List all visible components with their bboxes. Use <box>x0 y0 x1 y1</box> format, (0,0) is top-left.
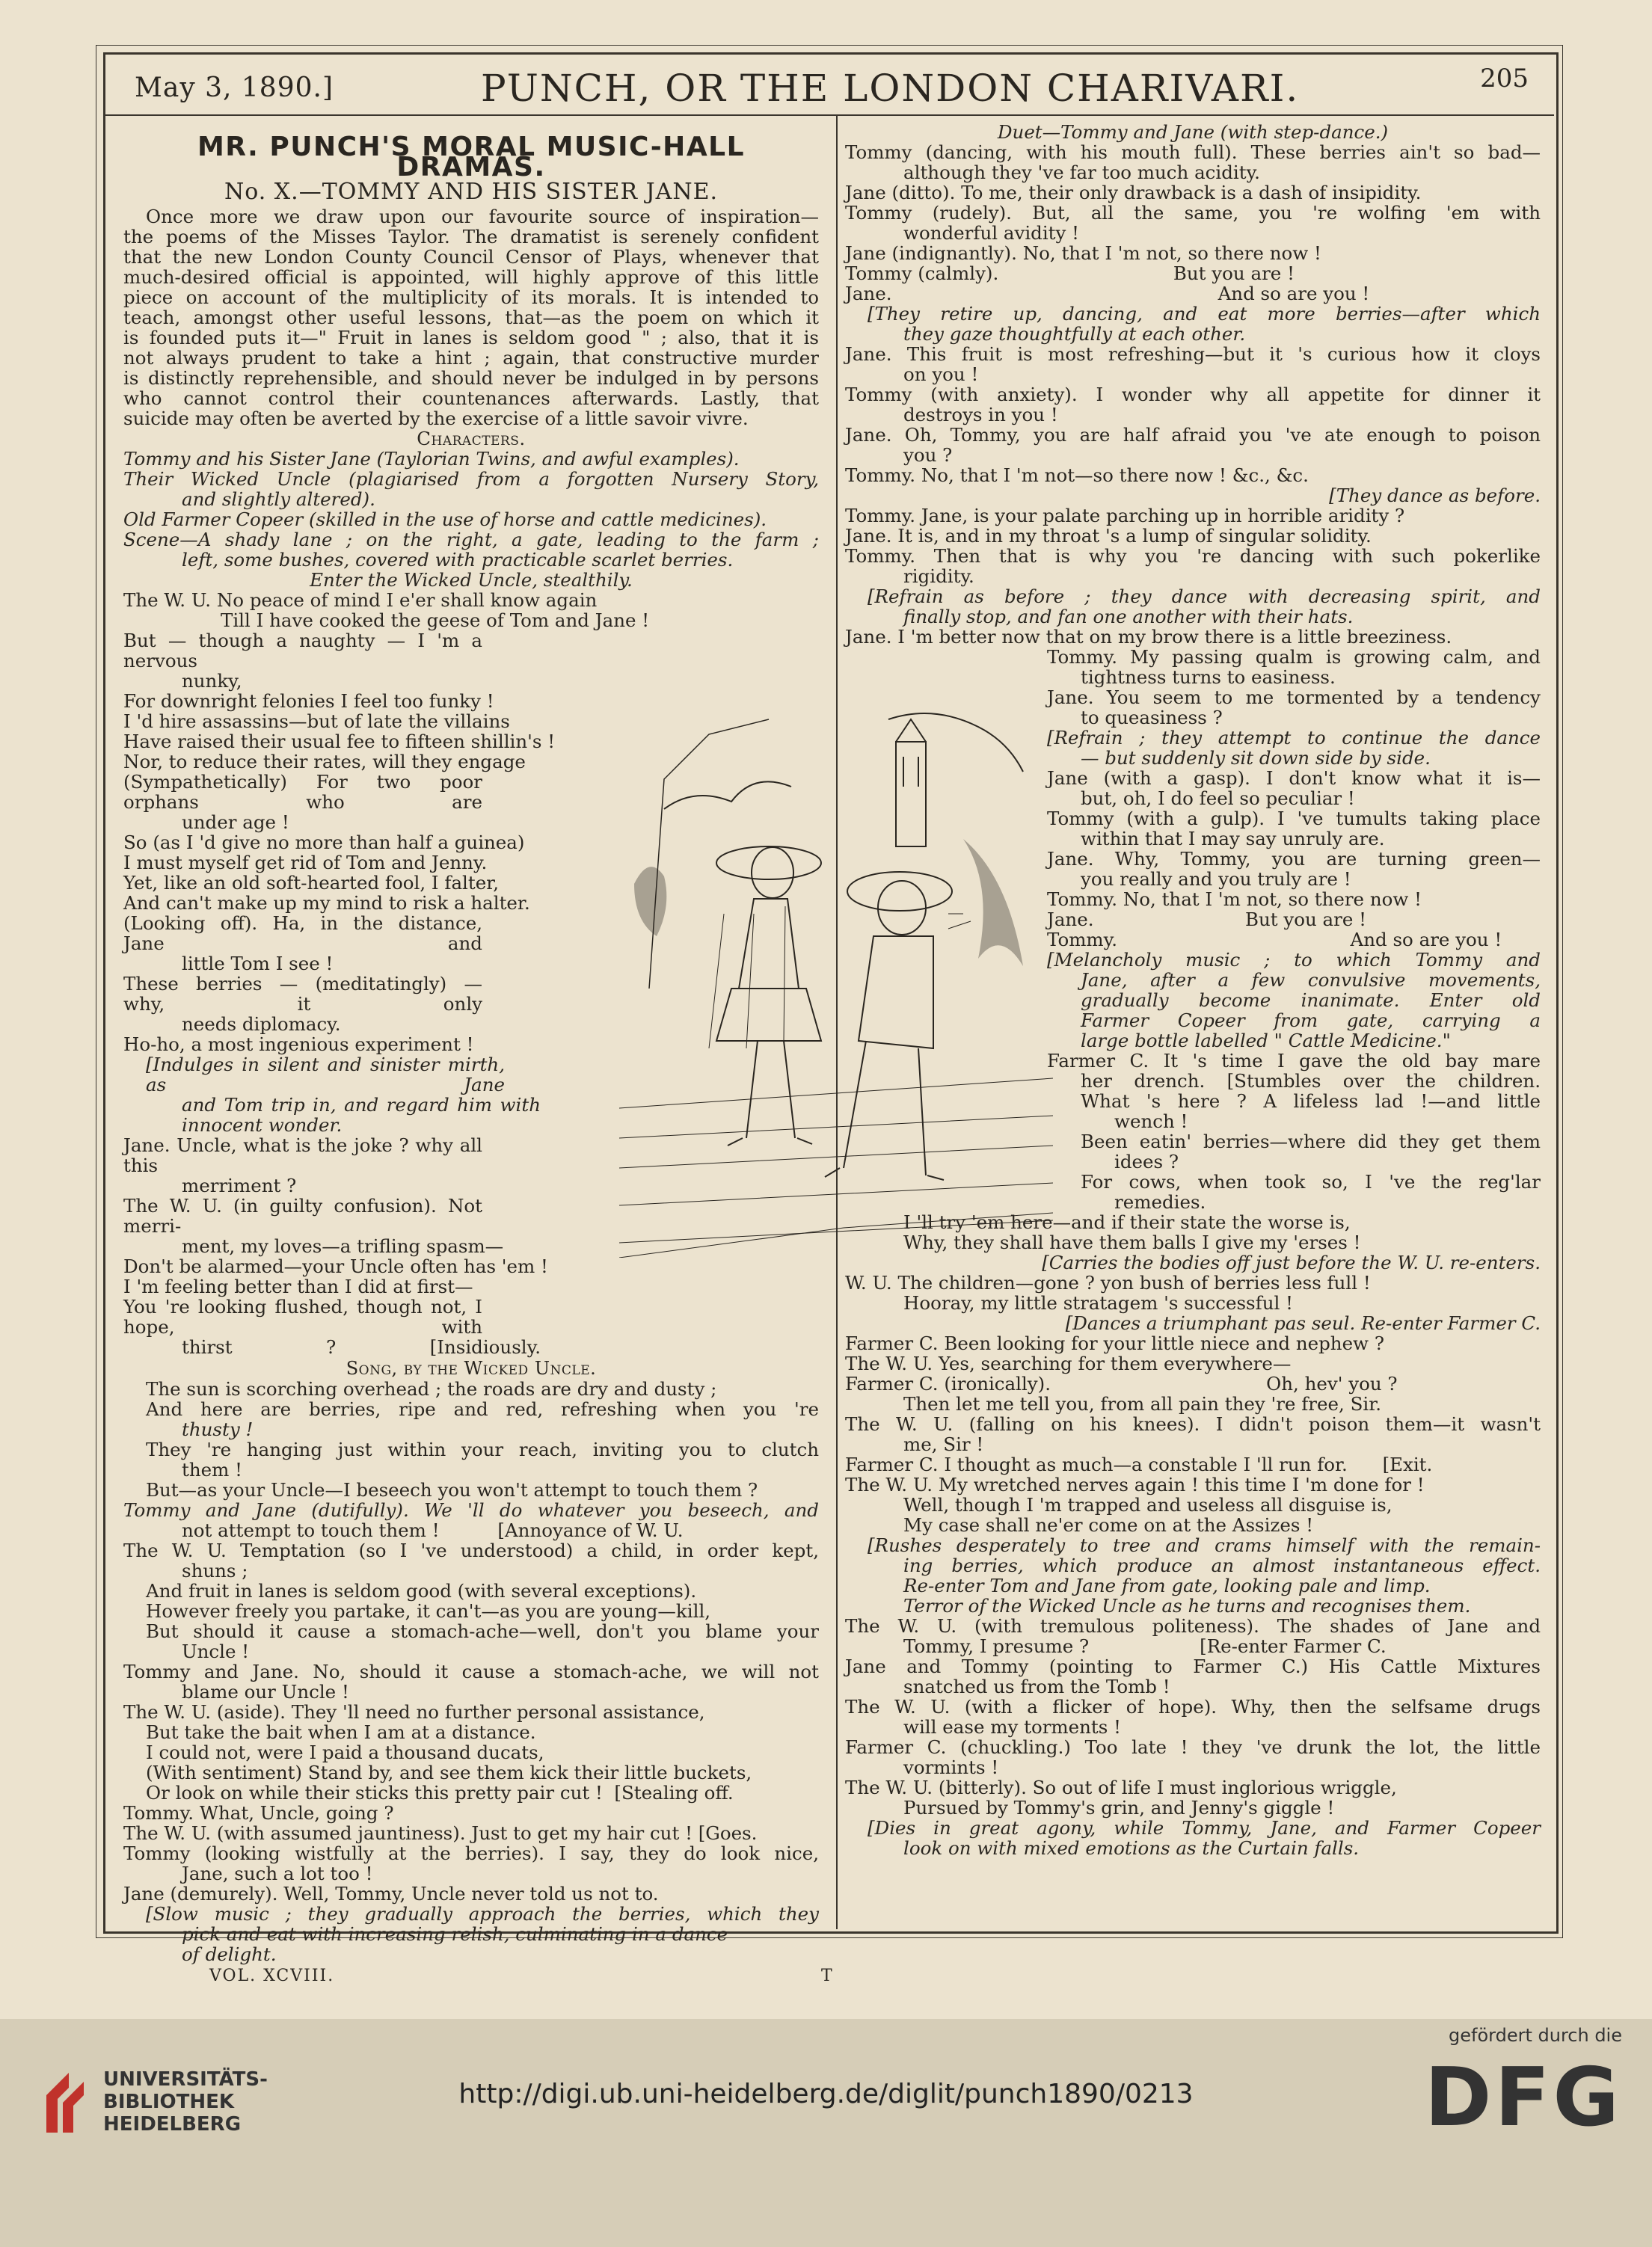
text-line: (Sympathetically) For two poor orphans who are <box>123 771 482 813</box>
text-line: For cows, when took so, I 've the reg'lar <box>1081 1171 1541 1193</box>
text-line: Then let me tell you, from all pain they 're free, Sir. <box>903 1393 1381 1415</box>
text-line: The W. U. (falling on his knees). I didn't poison them—it wasn't <box>845 1413 1541 1435</box>
text-line: wench ! <box>1114 1110 1188 1132</box>
text-line: and slightly altered). <box>182 488 375 510</box>
text-line: Enter the Wicked Uncle, stealthily. <box>310 569 633 591</box>
text-line: although they 've far too much acidity. <box>903 162 1260 183</box>
text-line: And here are berries, ripe and red, refreshing when you 're <box>146 1398 819 1420</box>
article-title: MR. PUNCH'S MORAL MUSIC-HALL DRAMAS. <box>197 132 746 182</box>
text-line: Have raised their usual fee to fifteen shillin's ! <box>123 731 556 752</box>
text-line: to queasiness ? <box>1081 707 1223 728</box>
text-line: ment, my loves—a trifling spasm— <box>182 1235 504 1257</box>
text-line: not always prudent to take a hint ; again, that constructive murder <box>123 347 819 369</box>
text-line: Farmer C. (ironically). Oh, hev' you ? <box>845 1373 1398 1395</box>
text-line: Song, by the Wicked Uncle. <box>346 1358 597 1379</box>
text-line: Nor, to reduce their rates, will they engage <box>123 751 526 772</box>
text-line: suicide may often be averted by the exercise of a little savoir vivre. <box>123 408 749 429</box>
text-line: Tommy (with a gulp). I 've tumults taking place <box>1047 808 1541 829</box>
text-line: The W. U. Temptation (so I 've understood) a child, in order kept, <box>123 1540 819 1561</box>
text-line: Tommy, I presume ? [Re-enter Farmer C. <box>903 1635 1387 1657</box>
text-line: Re-enter Tom and Jane from gate, looking pale and limp. <box>903 1575 1431 1596</box>
text-line: the poems of the Misses Taylor. The dramatist is serenely confident <box>123 226 819 248</box>
text-line: Once more we draw upon our favourite source of inspiration— <box>146 206 819 227</box>
text-line: These berries — (meditatingly) — why, it only <box>123 973 482 1015</box>
text-line: So (as I 'd give no more than half a guinea) <box>123 832 525 853</box>
text-line: The W. U. Yes, searching for them everywhere— <box>845 1353 1292 1374</box>
text-line: Tommy and Jane (dutifully). We 'll do whatever you beseech, and <box>123 1499 819 1521</box>
funded-by-label: gefördert durch die <box>1449 2025 1622 2046</box>
text-line: pick and eat with increasing relish, culminating in a dance <box>182 1923 728 1945</box>
text-line: Duet—Tommy and Jane (with step-dance.) <box>997 121 1389 143</box>
text-line: Tommy (rudely). But, all the same, you 're wolfing 'em with <box>845 202 1541 224</box>
text-line: You 're looking flushed, though not, I hope, with <box>123 1296 482 1338</box>
text-line: tightness turns to easiness. <box>1081 666 1336 688</box>
text-line: Ho-ho, a most ingenious experiment ! <box>123 1033 474 1055</box>
page-header <box>103 55 1554 116</box>
text-line: Tommy. What, Uncle, going ? <box>123 1802 394 1824</box>
text-line: merriment ? <box>182 1175 297 1196</box>
text-line: you really and you truly are ! <box>1081 868 1351 890</box>
text-line: Or look on while their sticks this pretty pair cut ! [Stealing off. <box>146 1782 734 1804</box>
text-line: piece on account of the multiplicity of its morals. It is intended to <box>123 286 819 308</box>
text-line: Tommy (dancing, with his mouth full). These berries ain't so bad— <box>845 141 1541 163</box>
text-line: needs diplomacy. <box>182 1013 341 1035</box>
text-line: Jane. You seem to me tormented by a tendency <box>1047 686 1541 708</box>
text-line: [They dance as before. <box>1329 485 1541 506</box>
text-line: [Refrain as before ; they dance with decreasing spirit, and <box>868 585 1541 607</box>
text-line: Characters. <box>417 428 526 449</box>
text-line: is founded puts it—" Fruit in lanes is seldom good " ; also, that it is <box>123 327 819 348</box>
text-line: little Tom I see ! <box>182 953 334 974</box>
text-line: I 'm feeling better than I did at first— <box>123 1276 473 1297</box>
text-line: blame our Uncle ! <box>182 1681 349 1703</box>
text-line: them ! <box>182 1459 242 1481</box>
text-line: and Tom trip in, and regard him with <box>182 1094 541 1116</box>
text-line: Tommy and his Sister Jane (Taylorian Twins, and awful examples). <box>123 448 740 470</box>
text-line: The W. U. No peace of mind I e'er shall know again <box>123 589 598 611</box>
text-line: Don't be alarmed—your Uncle often has 'em ! <box>123 1255 548 1277</box>
text-line: Jane. Oh, Tommy, you are half afraid you 've ate enough to poison <box>845 424 1541 446</box>
text-line: Old Farmer Copeer (skilled in the use of horse and cattle medicines). <box>123 508 767 530</box>
text-line: you ? <box>903 444 953 466</box>
text-line: Farmer C. I thought as much—a constable I 'll run for. [Exit. <box>845 1454 1433 1475</box>
text-line: vormints ! <box>903 1756 999 1778</box>
text-line: The sun is scorching overhead ; the roads are dry and dusty ; <box>146 1378 717 1400</box>
dfg-logo: DFG <box>1424 2051 1622 2145</box>
text-line: Their Wicked Uncle (plagiarised from a forgotten Nursery Story, <box>123 468 819 490</box>
institution-line: UNIVERSITÄTS- <box>103 2068 268 2091</box>
text-line: Jane (indignantly). No, that I 'm not, so there now ! <box>845 242 1321 264</box>
header-date: May 3, 1890.] <box>135 73 334 103</box>
institution-line: HEIDELBERG <box>103 2113 242 2136</box>
text-line: thirst ? [Insidiously. <box>182 1336 541 1358</box>
text-line: on you ! <box>903 363 979 385</box>
footer-signature: T <box>821 1967 832 1985</box>
text-line: [They retire up, dancing, and eat more berries—after which <box>868 303 1541 325</box>
text-line: Farmer C. (chuckling.) Too late ! they 've drunk the lot, the little <box>845 1736 1541 1758</box>
text-line: The W. U. (with tremulous politeness). The shades of Jane and <box>845 1615 1541 1637</box>
text-line: My case shall ne'er come on at the Assizes ! <box>903 1514 1314 1536</box>
text-line: Jane, such a lot too ! <box>182 1863 373 1884</box>
text-line: Tommy. No, that I 'm not, so there now ! <box>1047 888 1422 910</box>
text-line: The W. U. (with a flicker of hope). Why, then the selfsame drugs <box>845 1696 1541 1718</box>
text-line: Why, they shall have them balls I give my 'erses ! <box>903 1232 1361 1253</box>
text-line: Jane and Tommy (pointing to Farmer C.) His Cattle Mixtures <box>845 1656 1541 1677</box>
text-line: Farmer C. Been looking for your little niece and nephew ? <box>845 1332 1384 1354</box>
text-line: Jane (ditto). To me, their only drawback is a dash of insipidity. <box>845 182 1422 203</box>
institution-line: BIBLIOTHEK <box>103 2091 235 2113</box>
text-line: W. U. The children—gone ? yon bush of berries less full ! <box>845 1272 1371 1294</box>
text-line: The W. U. (in guilty confusion). Not merri- <box>123 1195 482 1237</box>
text-line: her drench. [Stumbles over the children. <box>1081 1070 1541 1092</box>
text-line: will ease my torments ! <box>903 1716 1121 1738</box>
text-line: Tommy (calmly). But you are ! <box>845 262 1295 284</box>
text-line: Jane. It is, and in my throat 's a lump of singular solidity. <box>845 525 1372 547</box>
text-line: remedies. <box>1114 1191 1206 1213</box>
text-line: Tommy. Jane, is your palate parching up in horrible aridity ? <box>845 505 1405 526</box>
text-line: Yet, like an old soft-hearted fool, I falter, <box>123 872 500 894</box>
text-line: who cannot control their countenances afterwards. Lastly, that <box>123 387 819 409</box>
text-line: But—as your Uncle—I beseech you won't attempt to touch them ? <box>146 1479 758 1501</box>
text-line: But — though a naughty — I 'm a nervous <box>123 630 482 671</box>
text-line: is distinctly reprehensible, and should never be indulged in by persons <box>123 367 819 389</box>
text-line: Jane (with a gasp). I don't know what it is— <box>1047 767 1541 789</box>
text-line: [Melancholy music ; to which Tommy and <box>1047 949 1541 971</box>
text-line: [Rushes desperately to tree and crams himself with the remain- <box>868 1534 1541 1556</box>
text-line: Jane. Uncle, what is the joke ? why all this <box>123 1134 482 1176</box>
text-line: look on with mixed emotions as the Curtain falls. <box>903 1837 1360 1859</box>
text-line: [Dies in great agony, while Tommy, Jane, and Farmer Copeer <box>868 1817 1541 1839</box>
text-line: snatched us from the Tomb ! <box>903 1676 1170 1697</box>
text-line: wonderful avidity ! <box>903 222 1079 244</box>
text-line: — but suddenly sit down side by side. <box>1081 747 1431 769</box>
text-line: left, some bushes, covered with practicable scarlet berries. <box>182 549 734 571</box>
text-line: Till I have cooked the geese of Tom and Jane ! <box>221 609 650 631</box>
text-line: within that I may say unruly are. <box>1081 828 1385 849</box>
text-line: What 's here ? A lifeless lad !—and little <box>1081 1090 1541 1112</box>
text-line: Jane. And so are you ! <box>845 283 1370 304</box>
text-line: Farmer Copeer from gate, carrying a <box>1081 1009 1541 1031</box>
text-line: me, Sir ! <box>903 1433 984 1455</box>
text-line: rigidity. <box>903 565 974 587</box>
text-line: innocent wonder. <box>182 1114 343 1136</box>
text-line: They 're hanging just within your reach, inviting you to clutch <box>146 1439 819 1460</box>
text-line: However freely you partake, it can't—as you are young—kill, <box>146 1600 711 1622</box>
text-line: [Dances a triumphant pas seul. Re-enter Farmer C. <box>1065 1312 1541 1334</box>
header-title: PUNCH, OR THE LONDON CHARIVARI. <box>481 67 1300 110</box>
article-subtitle: No. X.—TOMMY AND HIS SISTER JANE. <box>224 179 719 205</box>
text-line: gradually become inanimate. Enter old <box>1081 989 1541 1011</box>
text-line: Pursued by Tommy's grin, and Jenny's giggle ! <box>903 1797 1335 1819</box>
text-line: [Carries the bodies off just before the W. U. re-enters. <box>1042 1252 1541 1273</box>
text-line: that the new London County Council Censor of Plays, whenever that <box>123 246 819 268</box>
text-line: The W. U. My wretched nerves again ! this time I 'm done for ! <box>845 1474 1425 1496</box>
text-line: thusty ! <box>182 1418 254 1440</box>
text-line: Tommy (looking wistfully at the berries). I say, they do look nice, <box>123 1842 819 1864</box>
text-line: Jane. I 'm better now that on my brow there is a little breeziness. <box>845 626 1452 648</box>
text-line: Jane, after a few convulsive movements, <box>1081 969 1541 991</box>
text-line: But take the bait when I am at a distance. <box>146 1721 536 1743</box>
text-line: Been eatin' berries—where did they get them <box>1081 1131 1541 1152</box>
text-line: ing berries, which produce an almost instantaneous effect. <box>903 1555 1541 1576</box>
text-line: Uncle ! <box>182 1641 250 1662</box>
text-line: The W. U. (aside). They 'll need no further personal assistance, <box>123 1701 705 1723</box>
text-line: And can't make up my mind to risk a halter. <box>123 892 530 914</box>
permalink-url[interactable]: http://digi.ub.uni-heidelberg.de/diglit/punch1890/0213 <box>458 2079 1194 2109</box>
text-line: [Indulges in silent and sinister mirth, as Jane <box>146 1054 505 1095</box>
text-line: Terror of the Wicked Uncle as he turns and recognises them. <box>903 1595 1471 1617</box>
text-line: Scene—A shady lane ; on the right, a gate, leading to the farm ; <box>123 529 819 550</box>
text-line: shuns ; <box>182 1560 248 1581</box>
text-line: finally stop, and fan one another with their hats. <box>903 606 1354 627</box>
text-line: but, oh, I do feel so peculiar ! <box>1081 787 1355 809</box>
text-line: nunky, <box>182 670 242 692</box>
text-line: (Looking off). Ha, in the distance, Jane and <box>123 912 482 954</box>
text-line: Jane. This fruit is most refreshing—but it 's curious how it cloys <box>845 343 1541 365</box>
text-line: [Slow music ; they gradually approach the berries, which they <box>146 1903 819 1925</box>
text-line: much-desired official is appointed, will highly approve of this little <box>123 266 819 288</box>
text-line: destroys in you ! <box>903 404 1058 425</box>
illustration-tommy-and-jane <box>619 689 1053 1258</box>
text-line: Tommy. No, that I 'm not—so there now ! &c., &c. <box>845 464 1309 486</box>
text-line: (With sentiment) Stand by, and see them kick their little buckets, <box>146 1762 752 1783</box>
text-line: Jane. But you are ! <box>1047 909 1367 930</box>
text-line: Tommy. Then that is why you 're dancing with such pokerlike <box>845 545 1541 567</box>
text-line: Tommy. And so are you ! <box>1047 929 1502 950</box>
text-line: For downright felonies I feel too funky ! <box>123 690 494 712</box>
text-line: of delight. <box>182 1943 277 1965</box>
text-line: Farmer C. It 's time I gave the old bay mare <box>1047 1050 1541 1072</box>
footer-volume: VOL. XCVIII. <box>209 1967 335 1985</box>
text-line: Tommy and Jane. No, should it cause a stomach-ache, we will not <box>123 1661 819 1682</box>
text-line: teach, amongst other useful lessons, that—as the poem on which it <box>123 307 819 328</box>
text-line: Well, though I 'm trapped and useless all disguise is, <box>903 1494 1392 1516</box>
text-line: The W. U. (with assumed jauntiness). Just to get my hair cut ! [Goes. <box>123 1822 758 1844</box>
text-line: Tommy (with anxiety). I wonder why all appetite for dinner it <box>845 384 1541 405</box>
text-line: I 'll try 'em here—and if their state the worse is, <box>903 1211 1351 1233</box>
page-number: 205 <box>1480 64 1529 93</box>
text-line: large bottle labelled " Cattle Medicine." <box>1081 1030 1451 1051</box>
text-line: they gaze thoughtfully at each other. <box>903 323 1246 345</box>
text-line: under age ! <box>182 811 289 833</box>
text-line: I must myself get rid of Tom and Jenny. <box>123 852 488 873</box>
text-line: [Refrain ; they attempt to continue the dance <box>1047 727 1541 749</box>
text-line: idees ? <box>1114 1151 1179 1172</box>
text-line: I 'd hire assassins—but of late the villains <box>123 710 510 732</box>
text-line: not attempt to touch them ! [Annoyance of W. U. <box>182 1519 684 1541</box>
text-line: But should it cause a stomach-ache—well, don't you blame your <box>146 1620 819 1642</box>
text-line: I could not, were I paid a thousand ducats, <box>146 1742 544 1763</box>
text-line: Hooray, my little stratagem 's successful ! <box>903 1292 1293 1314</box>
text-line: Jane (demurely). Well, Tommy, Uncle never told us not to. <box>123 1883 659 1905</box>
text-line: Tommy. My passing qualm is growing calm, and <box>1047 646 1541 668</box>
text-line: The W. U. (bitterly). So out of life I must inglorious wriggle, <box>845 1777 1397 1798</box>
text-line: And fruit in lanes is seldom good (with several exceptions). <box>146 1580 697 1602</box>
text-line: Jane. Why, Tommy, you are turning green— <box>1047 848 1541 870</box>
